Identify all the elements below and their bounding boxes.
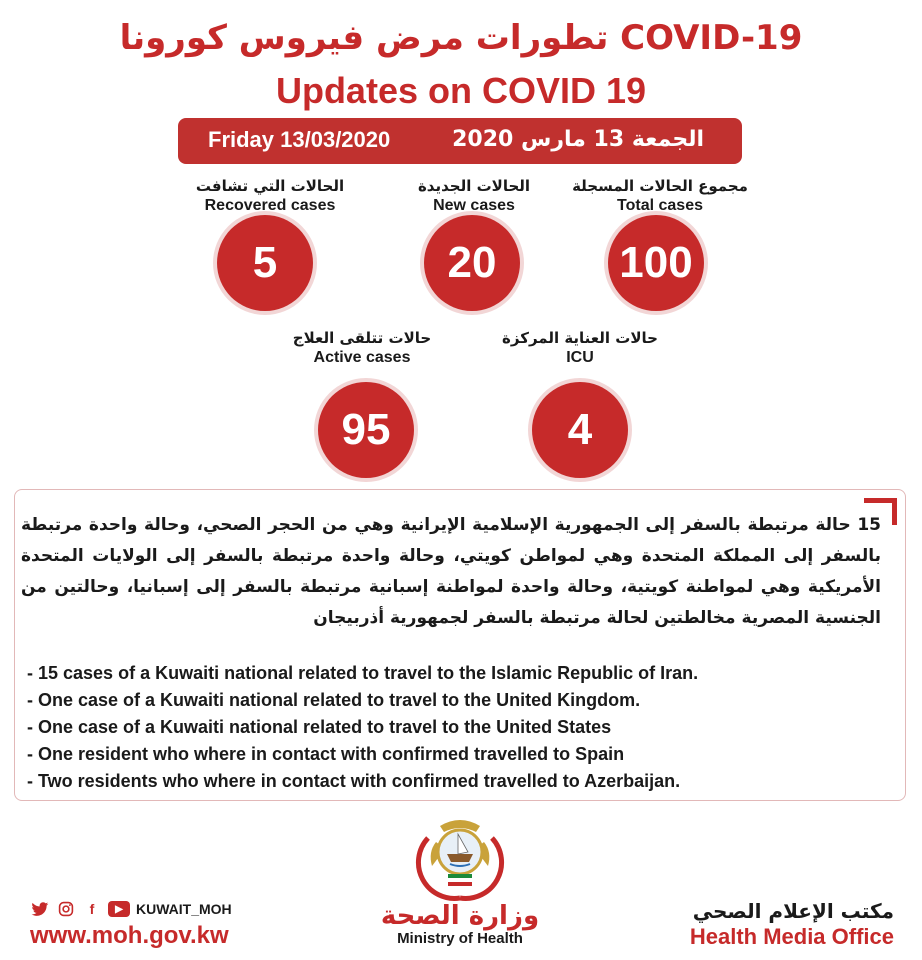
date-bar xyxy=(178,118,742,164)
icu-label-ar: حالات العناية المركزة xyxy=(502,329,658,347)
media-office-ar: مكتب الإعلام الصحي xyxy=(692,899,894,923)
kuwait-emblem-icon xyxy=(414,808,506,906)
social-handle[interactable]: KUWAIT_MOH xyxy=(136,901,232,917)
new-label-ar: الحالات الجديدة xyxy=(417,177,531,195)
title-english: Updates on COVID 19 xyxy=(275,70,647,111)
icu-value: 4 xyxy=(532,382,628,478)
date-english: Friday 13/03/2020 xyxy=(208,127,391,152)
date-arabic: الجمعة 13 مارس 2020 xyxy=(452,127,704,152)
instagram-icon[interactable] xyxy=(56,900,76,918)
website-link[interactable]: www.moh.gov.kw xyxy=(30,922,229,949)
social-row xyxy=(30,900,232,918)
recovered-label xyxy=(170,176,370,216)
ministry-name-ar: وزارة الصحة xyxy=(380,901,540,931)
icu-label-en: ICU xyxy=(566,349,594,366)
details-line: - One resident who where in contact with confirmed travelled to Spain xyxy=(27,744,625,764)
recovered-value: 5 xyxy=(217,215,313,311)
media-office xyxy=(690,898,894,950)
active-label xyxy=(262,328,462,368)
details-line: - One case of a Kuwaiti national related to travel to the United Kingdom. xyxy=(27,690,641,710)
details-line: - One case of a Kuwaiti national related to travel to the United States xyxy=(27,717,612,737)
new-label xyxy=(374,176,574,216)
recovered-label-en: Recovered cases xyxy=(204,197,336,214)
active-value: 95 xyxy=(318,382,414,478)
facebook-icon[interactable]: f xyxy=(89,901,95,917)
title-arabic: تطورات مرض فيروس كورونا COVID-19 xyxy=(119,18,803,58)
ministry-name-en: Ministry of Health xyxy=(397,930,523,947)
total-label xyxy=(560,176,760,216)
ministry-name xyxy=(330,902,590,947)
icu-label xyxy=(480,328,680,368)
details-arabic: 15 حالة مرتبطة بالسفر إلى الجمهورية الإسلامية الإيرانية وهي من الحجر الصحي، وحالة واحدة مرتبطة بالسفر إلى المملكة المتحدة وهي لمواطن كويتي، وحالة واحدة مرتبطة بالسفر إلى الولايات المتحدة الأمريكية وهي لمواطنة كويتية، وحالة واحدة لمواطنة إسبانية مرتبطة بالسفر إلى إسبانيا، وحالتين من الجنسية المصرية مخالطتين لحالة مرتبطة بالسفر لجمهورية أذربيجان xyxy=(21,515,881,628)
details-line: - Two residents who where in contact with confirmed travelled to Azerbaijan. xyxy=(27,771,681,791)
recovered-label-ar: الحالات التي تشافت xyxy=(195,177,345,195)
details-line: - 15 cases of a Kuwaiti national related to travel to the Islamic Republic of Iran. xyxy=(27,663,699,683)
media-office-en: Health Media Office xyxy=(689,924,894,949)
youtube-icon[interactable]: ▶ xyxy=(108,901,130,917)
new-value: 20 xyxy=(424,215,520,311)
active-label-ar: حالات تتلقى العلاج xyxy=(292,329,432,347)
total-label-en: Total cases xyxy=(617,197,703,214)
new-label-en: New cases xyxy=(433,197,515,214)
total-label-ar: مجموع الحالات المسجلة xyxy=(572,177,748,195)
twitter-icon[interactable] xyxy=(30,900,50,918)
total-value: 100 xyxy=(608,215,704,311)
active-label-en: Active cases xyxy=(313,349,411,366)
details-english xyxy=(27,660,897,795)
footer-contact xyxy=(30,900,232,950)
details-panel xyxy=(14,489,906,801)
